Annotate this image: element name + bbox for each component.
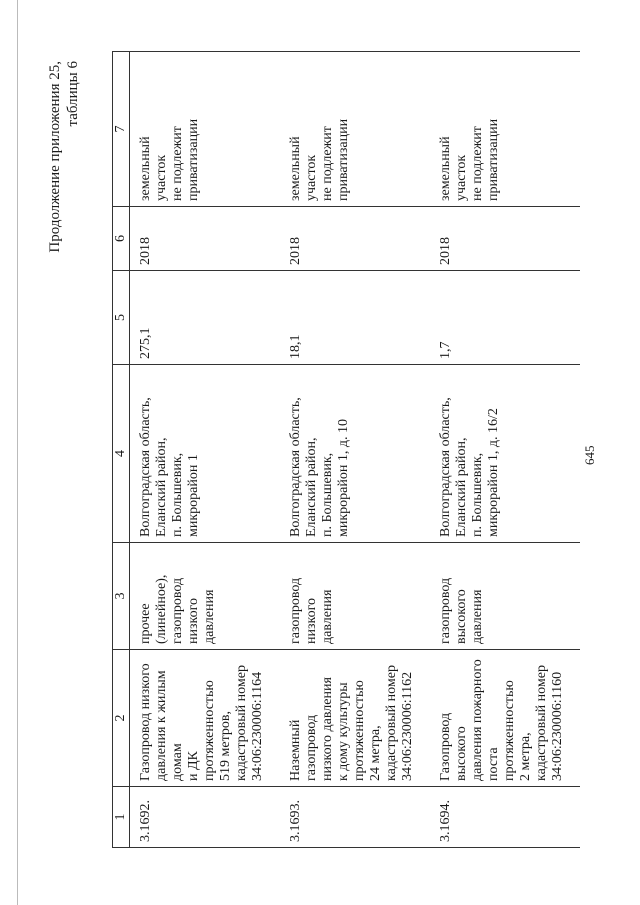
object-name: Наземный газопровод низкого давления к дому культуры протяженностью 24 метра, кадастровый номер 34:06:230006:1162 bbox=[280, 650, 430, 787]
object-address: Волгоградская область, Еланский район, п. Большевик, микрорайон 1, д. 10 bbox=[280, 365, 430, 543]
object-status: земельный участок не подлежит приватизации bbox=[280, 52, 430, 207]
object-name: Газопровод высокого давления пожарного поста протяженностью 2 метра, кадастровый номер 34:06:230006:1160 bbox=[430, 650, 580, 787]
column-header: 2 bbox=[113, 650, 130, 787]
table-row bbox=[430, 52, 580, 848]
column-header: 5 bbox=[113, 271, 130, 365]
property-table bbox=[112, 51, 580, 848]
column-header: 6 bbox=[113, 207, 130, 271]
column-header: 4 bbox=[113, 365, 130, 543]
column-header: 3 bbox=[113, 543, 130, 650]
row-number: 3.1693. bbox=[280, 787, 430, 848]
column-header: 1 bbox=[113, 787, 130, 848]
object-address: Волгоградская область, Еланский район, п. Большевик, микрорайон 1 bbox=[130, 365, 281, 543]
object-status: земельный участок не подлежит приватизации bbox=[430, 52, 580, 207]
object-year: 2018 bbox=[280, 207, 430, 271]
object-type: прочее (линейное), газопровод низкого давления bbox=[130, 543, 281, 650]
continuation-title: Продолжение приложения 25, таблицы 6 bbox=[47, 61, 81, 253]
page-number: 645 bbox=[582, 445, 597, 465]
column-header: 7 bbox=[113, 52, 130, 207]
table-row bbox=[130, 52, 281, 848]
object-year: 2018 bbox=[130, 207, 281, 271]
object-value: 1,7 bbox=[430, 271, 580, 365]
object-type: газопровод высокого давления bbox=[430, 543, 580, 650]
table-row bbox=[280, 52, 430, 848]
object-value: 275,1 bbox=[130, 271, 281, 365]
row-number: 3.1692. bbox=[130, 787, 281, 848]
object-status: земельный участок не подлежит приватизации bbox=[130, 52, 281, 207]
table-header-row bbox=[113, 52, 130, 848]
row-number: 3.1694. bbox=[430, 787, 580, 848]
object-year: 2018 bbox=[430, 207, 580, 271]
object-name: Газопровод низкого давления к жилым домам и ДК протяженностью 519 метров, кадастровый номер 34:06:230006:1164 bbox=[130, 650, 281, 787]
object-address: Волгоградская область, Еланский район, п. Большевик, микрорайон 1, д. 16/2 bbox=[430, 365, 580, 543]
object-type: газопровод низкого давления bbox=[280, 543, 430, 650]
object-value: 18,1 bbox=[280, 271, 430, 365]
